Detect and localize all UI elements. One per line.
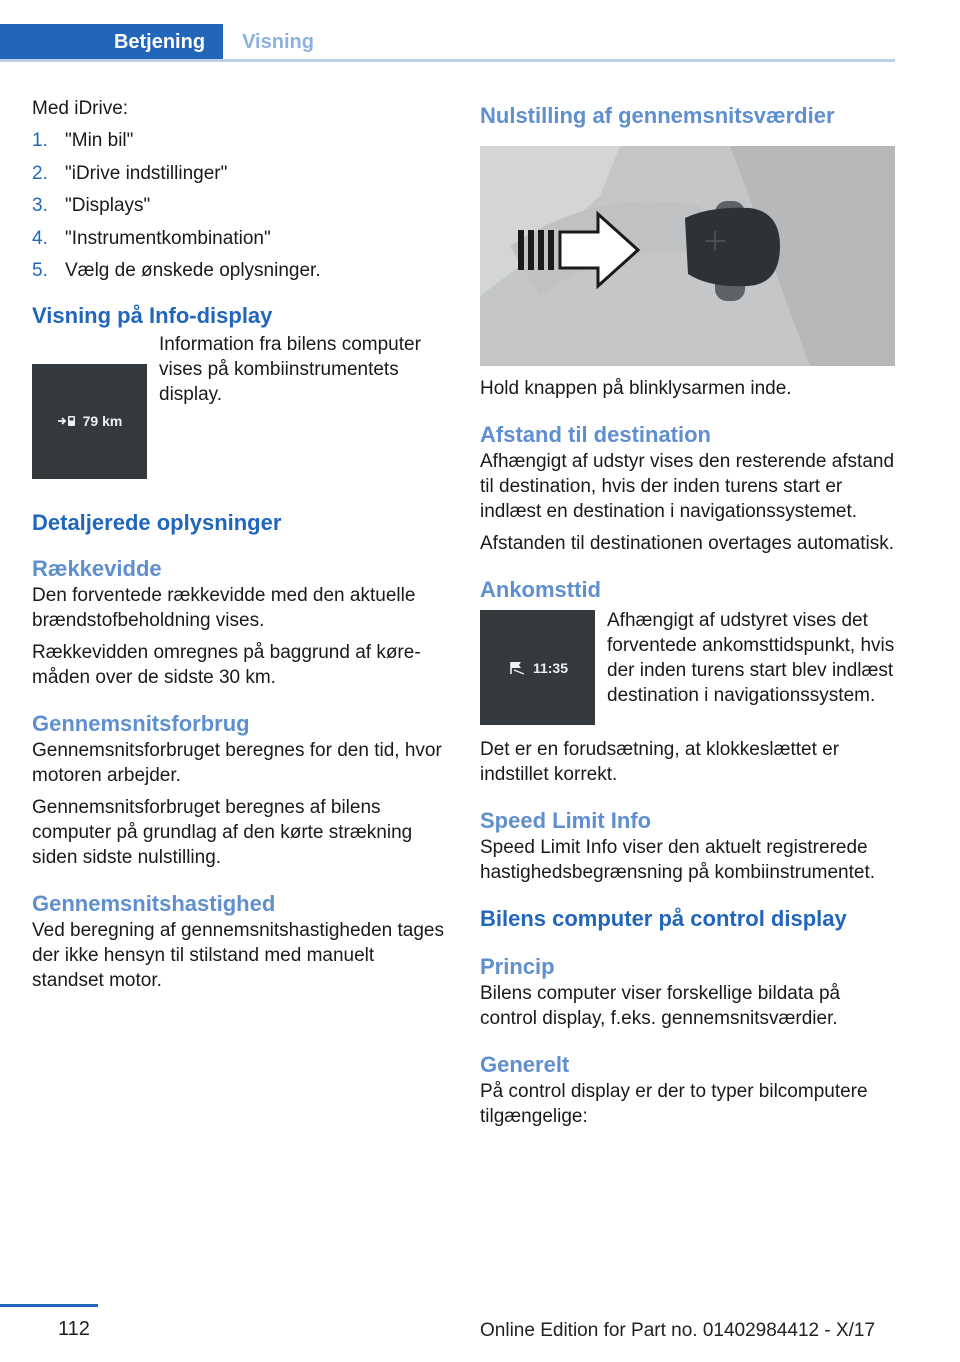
- arrival-text: Afhængigt af udstyret vises det forventede ankomsttidspunkt, hvis der inden turens start blev indlæst destination i navigationssystem.: [607, 610, 895, 706]
- intro-text: Med iDrive:: [32, 98, 129, 119]
- details-heading: Detaljerede oplysninger: [32, 509, 282, 535]
- fuel-range-icon: [57, 414, 77, 428]
- arrival-figure: [480, 610, 896, 725]
- step-text: Vælg de ønskede oplysninger.: [65, 260, 321, 281]
- list-item: [32, 190, 448, 223]
- general-heading: Generelt: [480, 1052, 570, 1077]
- step-number: 3.: [32, 195, 48, 216]
- speed-paragraph-1: Ved beregning af gennemsnitshastigheden tages der ikke hensyn til stilstand med manuelt standset motor.: [32, 919, 444, 991]
- info-display-image: [32, 364, 147, 479]
- list-item: [32, 158, 448, 191]
- arrival-time-value: 11:35: [532, 659, 569, 676]
- arrival-heading: Ankomsttid: [480, 577, 601, 602]
- range-paragraph-1: Den forventede rækkevidde med den aktuelle brændstofbeholdning vises.: [32, 584, 416, 631]
- destination-heading: Afstand til destination: [480, 422, 711, 447]
- page-number: 112: [58, 1318, 90, 1340]
- destination-paragraph-1: Afhængigt af udstyr vises den resterende afstand til destination, hvis der inden turens start er indlæst en destination i navigationssystemet.: [480, 451, 895, 522]
- step-text: "iDrive indstillinger": [65, 162, 228, 184]
- consumption-paragraph-2: Gennemsnitsforbruget beregnes af bilens computer på grundlag af den kørte strækning siden sidste nulstilling.: [32, 796, 413, 868]
- step-number: 4.: [32, 227, 48, 249]
- principle-heading: Princip: [480, 954, 555, 979]
- step-number: 2.: [32, 162, 48, 184]
- step-number: 1.: [32, 130, 48, 151]
- list-item: [32, 223, 448, 256]
- tab-betjening[interactable]: Betjening: [0, 24, 223, 61]
- destination-paragraph-2: Afstanden til destinationen overtages automatisk.: [480, 533, 895, 554]
- info-display-text: Information fra bilens computer vises på kombiinstrumentets display.: [159, 333, 421, 405]
- page-header: [0, 0, 960, 62]
- step-number: 5.: [32, 260, 48, 281]
- list-item: [32, 255, 448, 288]
- info-display-figure: [32, 334, 448, 479]
- consumption-heading: Gennemsnitsforbrug: [32, 710, 250, 736]
- step-text: "Displays": [65, 195, 151, 216]
- turn-signal-stalk-photo: [480, 146, 895, 366]
- speed-limit-heading: Speed Limit Info: [480, 808, 652, 833]
- footer-edition: Online Edition for Part no. 01402984412 - X/17: [480, 1320, 876, 1341]
- header-divider: [0, 59, 895, 62]
- info-display-heading: Visning på Info-display: [32, 302, 273, 328]
- range-paragraph-2: Rækkevidden omregnes på baggrund af køremåden over de sidste 30 km.: [32, 641, 421, 688]
- reset-heading: Nulstilling af gennemsnitsværdier: [480, 103, 835, 128]
- range-value: 79 km: [82, 413, 123, 429]
- consumption-paragraph-1: Gennemsnitsforbruget beregnes for den tid, hvor motoren arbejder.: [32, 739, 442, 786]
- step-text: "Instrumentkombination": [65, 227, 271, 249]
- left-column: [32, 96, 448, 1000]
- right-column: [480, 96, 896, 1136]
- arrival-display-image: [480, 610, 595, 725]
- arrival-paragraph-2: Det er en forudsætning, at klokkeslættet er indstillet korrekt.: [480, 739, 840, 785]
- range-heading: Rækkevidde: [32, 555, 162, 581]
- principle-paragraph-1: Bilens computer viser forskellige bildata på control display, f.eks. gennemsnitsværdier.: [480, 983, 841, 1029]
- tab-visning[interactable]: Visning: [242, 31, 314, 53]
- general-paragraph-1: På control display er der to typer bilcomputere tilgængelige:: [480, 1081, 868, 1127]
- speed-limit-paragraph-1: Speed Limit Info viser den aktuelt registrerede hastighedsbegrænsning på kombiinstrumentet.: [480, 837, 876, 883]
- footer-divider: [0, 1304, 98, 1307]
- steps-list: [32, 125, 448, 288]
- destination-flag-icon: [507, 661, 527, 675]
- control-display-heading: Bilens computer på control display: [480, 906, 847, 931]
- reset-paragraph-1: Hold knappen på blinklysarmen inde.: [480, 378, 792, 399]
- step-text: "Min bil": [65, 130, 134, 151]
- list-item: [32, 125, 448, 158]
- speed-heading: Gennemsnitshastighed: [32, 890, 276, 916]
